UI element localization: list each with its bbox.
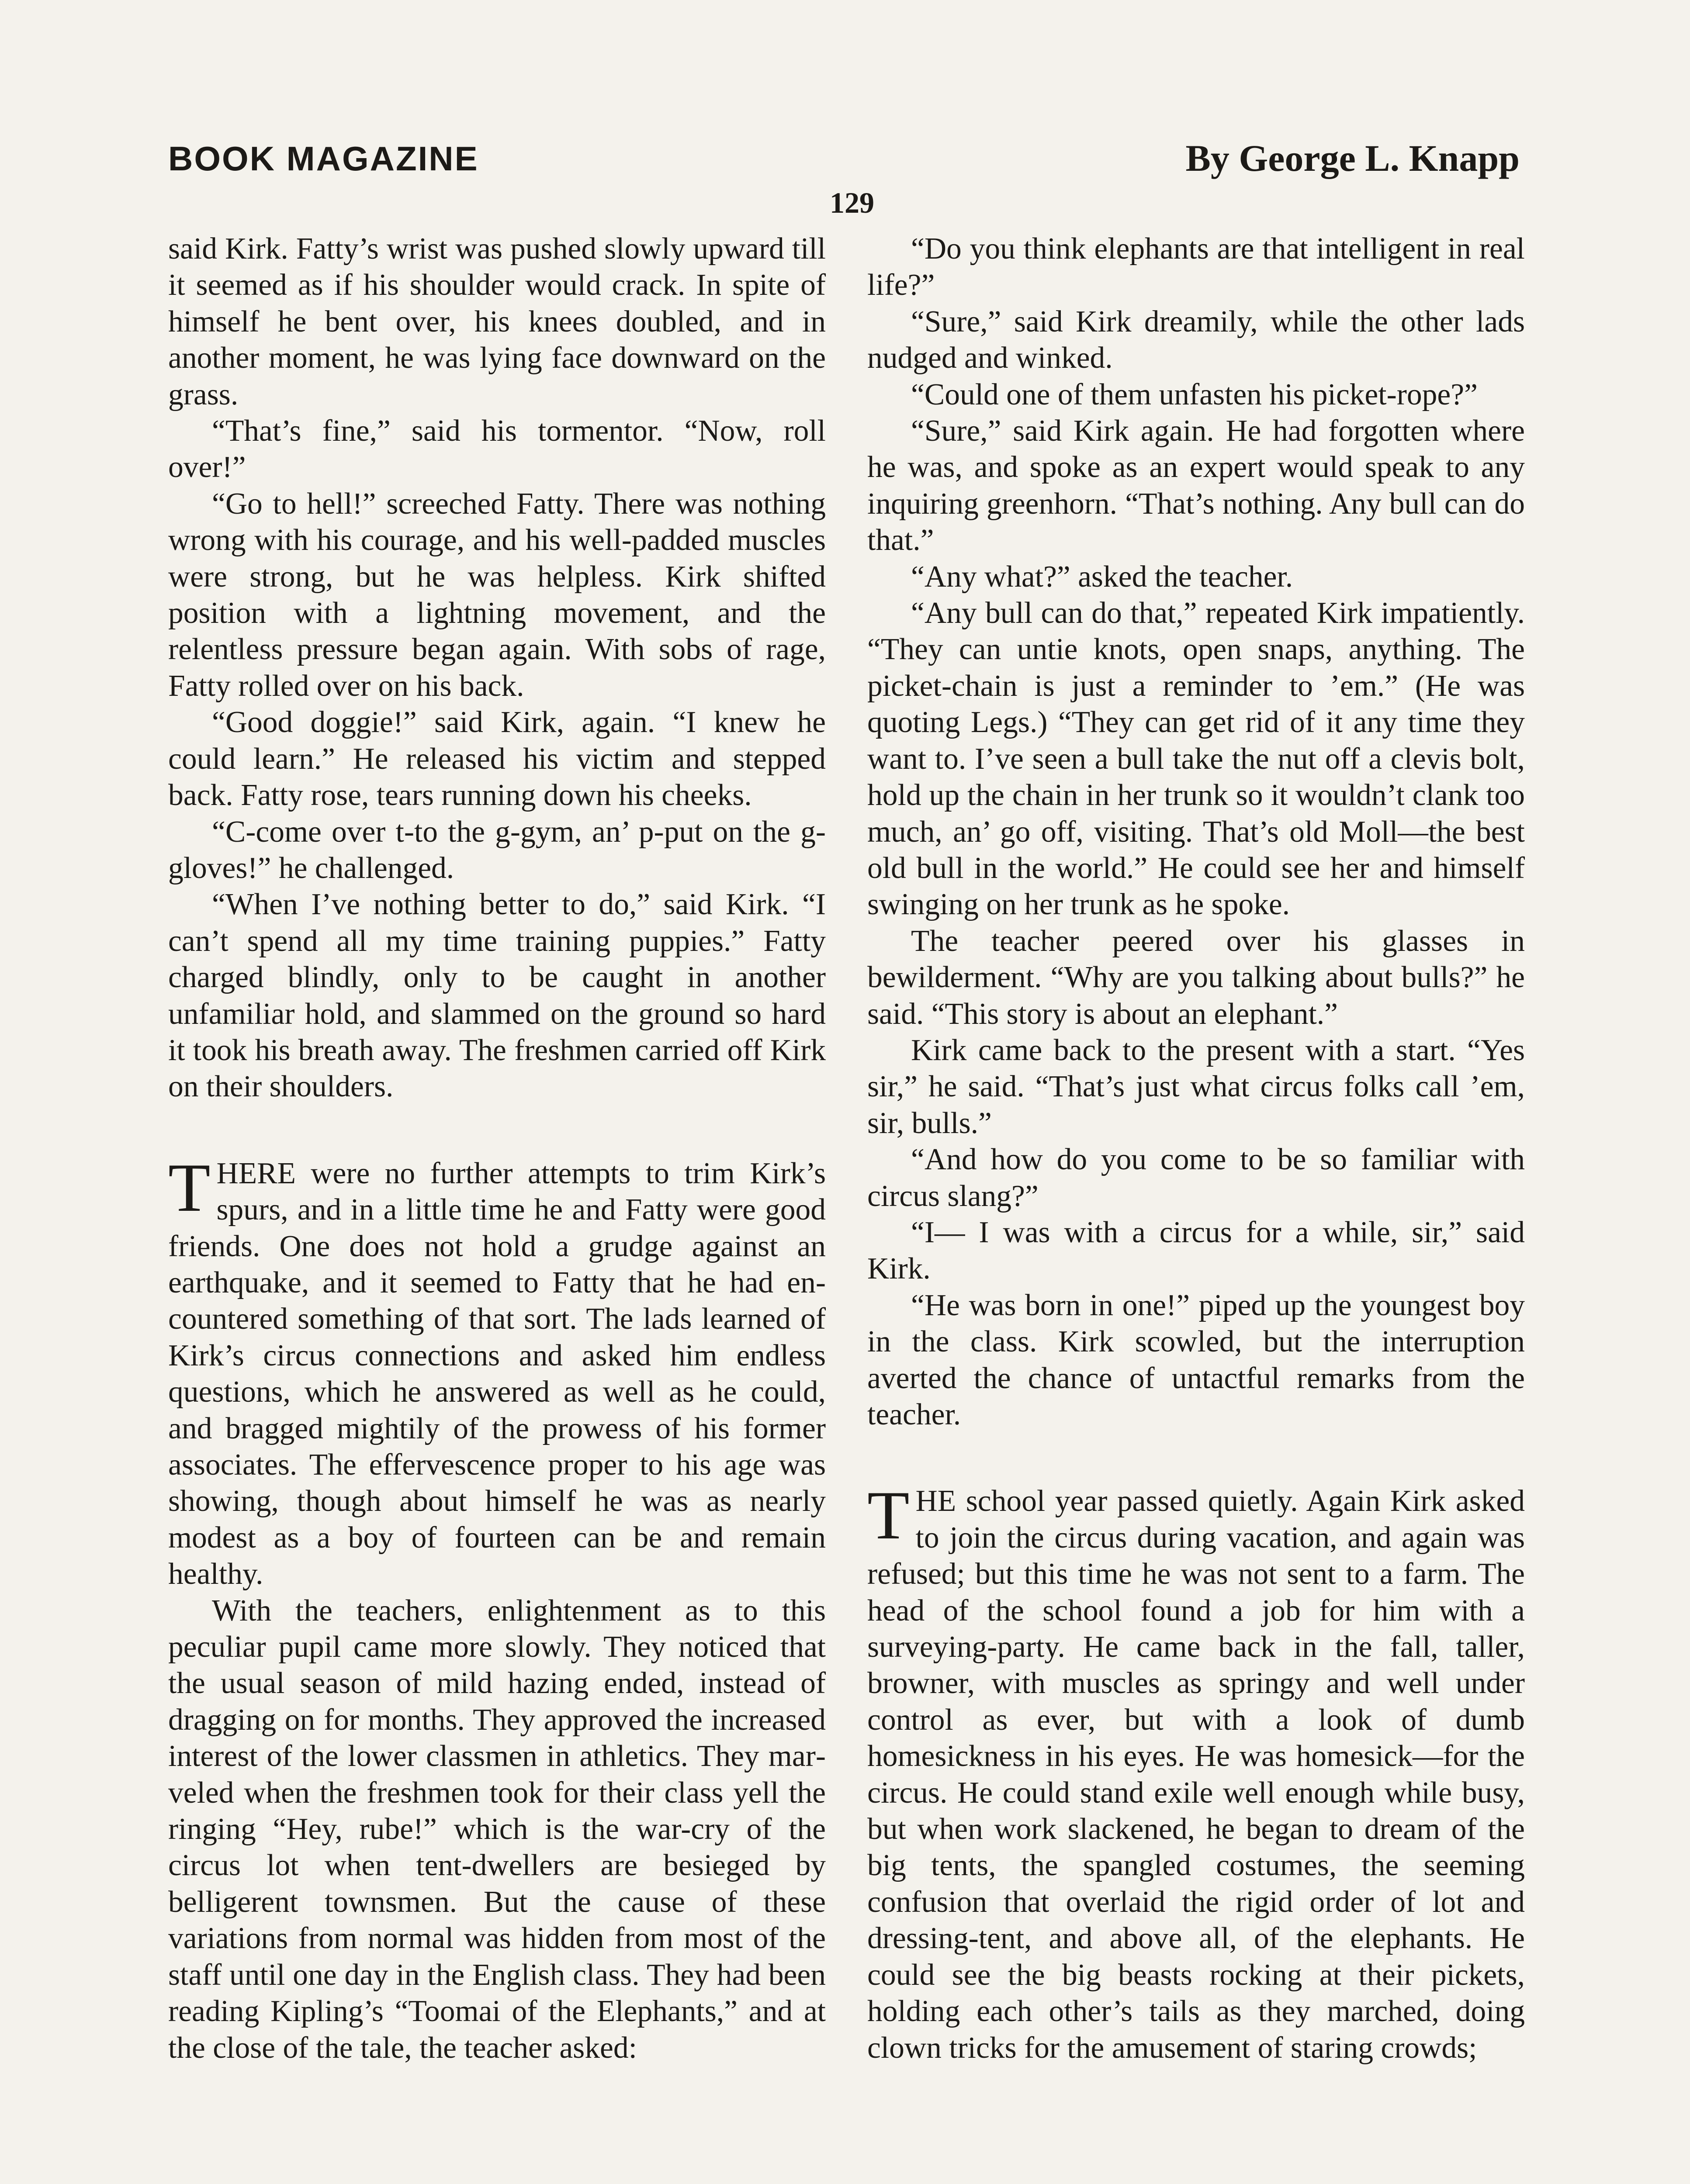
author-byline: By George L. Knapp — [1185, 137, 1520, 179]
paragraph: “And how do you come to be so familiar with circus slang?” — [867, 1143, 1525, 1213]
paragraph: The teacher peered over his glasses in bewilderment. “Why are you talking about bulls?” he said. “This story is about an elephant.” — [867, 924, 1525, 1031]
paragraph: “He was born in one!” piped up the youngest boy in the class. Kirk scowled, but the interruption averted the chance of untactful remarks from the teacher. — [867, 1288, 1525, 1431]
magazine-title: BOOK MAGAZINE — [168, 139, 479, 178]
paragraph: “That’s fine,” said his tormentor. “Now, roll over!” — [168, 414, 826, 484]
paragraph: “Could one of them unfasten his picket-rope?” — [911, 377, 1478, 411]
paragraph: “Any what?” asked the teacher. — [911, 560, 1293, 594]
paragraph: “Good doggie!” said Kirk, again. “I knew he could learn.” He released his victim and stepped back. Fatty rose, tears running down his cheeks. — [168, 705, 826, 812]
section-opening-paragraph: THE school year passed quietly. Again Kirk asked to join the circus during vacation, and again was refused; but this time he was not sent to a farm. The head of the school found a job for him with a surveying-party. He came back in the fall, taller, browner, with muscles as springy and well under control as ever, but with a look of dumb homesickness in his eyes. He was homesick—for the circus. He could stand exile well enough while busy, but when work slackened, he began to dream of the big tents, the spangled costumes, the seeming confusion that overlaid the rigid order of lot and dressing-tent, and above all, of the elephants. He could see the big beasts rocking at their pickets, holding each other’s tails as they marched, doing clown tricks for the amusement of staring crowds; — [867, 1477, 1525, 2065]
paragraph: “I— I was with a circus for a while, sir,” said Kirk. — [867, 1215, 1525, 1286]
paragraph: Kirk came back to the present with a start. “Yes sir,” he said. “That’s just what circus folks call ’em, sir, bulls.” — [867, 1033, 1525, 1140]
paragraph: “Sure,” said Kirk again. He had forgotten where he was, and spoke as an expert would speak to any inquiring greenhorn. “That’s nothing. Any bull can do that.” — [867, 414, 1525, 557]
paragraph: “Do you think elephants are that intelligent in real life?” — [867, 232, 1525, 302]
paragraph: “Any bull can do that,” repeated Kirk impatiently. “They can untie knots, open snaps, anything. The picket-chain is just a reminder to ’em.” (He was quoting Legs.) “They can get rid of it any time they want to. I’ve seen a bull take the nut off a clevis bolt, hold up the chain in her trunk so it wouldn’t clank too much, an’ go off, visiting. That’s old Moll—the best old bull in the world.” He could see her and himself swinging on her trunk as he spoke. — [867, 596, 1525, 922]
section-opening-paragraph: THERE were no further attempts to trim Kirk’s spurs, and in a little time he and Fatty were good friends. One does not hold a grudge against an earthquake, and it seemed to Fatty that he had encountered something of that sort. The lads learned of Kirk’s circus connections and asked him endless questions, which he answered as well as he could, and bragged mightily of the prowess of his former associates. The effervescence proper to his age was showing, though about himself he was as nearly modest as a boy of fourteen can be and remain healthy. — [168, 1149, 826, 1591]
left-column — [168, 231, 826, 2066]
paragraph: “When I’ve nothing better to do,” said Kirk. “I can’t spend all my time training puppies.” Fatty charged blindly, only to be caught in another unfamiliar hold, and slammed on the ground so hard it took his breath away. The freshmen carried off Kirk on their shoulders. — [168, 888, 826, 1104]
paragraph: “Go to hell!” screeched Fatty. There was nothing wrong with his courage, and his well-padded muscles were strong, but he was helpless. Kirk shifted position with a lightning movement, and the relentless pressure began again. With sobs of rage, Fatty rolled over on his back. — [168, 487, 826, 703]
paragraph: With the teachers, enlightenment as to this peculiar pupil came more slowly. They noticed that the usual season of mild hazing ended, instead of dragging on for months. They approved the increased interest of the lower classmen in athletics. They marveled when the freshmen took for their class yell the ringing “Hey, rube!” which is the war-cry of the circus lot when tent-dwellers are besieged by belligerent townsmen. But the cause of these variations from normal was hidden from most of the staff until one day in the English class. They had been reading Kipling’s “Toomai of the Elephants,” and at the close of the tale, the teacher asked: — [168, 1593, 826, 2065]
right-column — [867, 231, 1525, 2066]
paragraph: said Kirk. Fatty’s wrist was pushed slowly upward till it seemed as if his shoulder would crack. In spite of himself he bent over, his knees doubled, and in another moment, he was lying face downward on the grass. — [168, 232, 826, 411]
paragraph: “C-come over t-to the g-gym, an’ p-put on the g-gloves!” he challenged. — [168, 815, 826, 885]
paragraph: “Sure,” said Kirk dreamily, while the other lads nudged and winked. — [867, 304, 1525, 375]
page-number: 129 — [830, 186, 874, 219]
